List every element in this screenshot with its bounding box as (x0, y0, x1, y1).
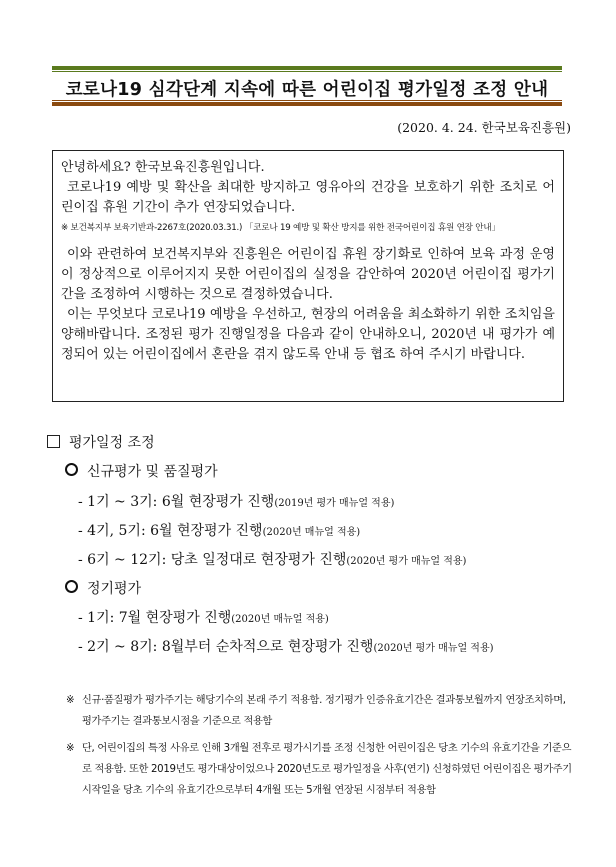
item-note: (2020년 매뉴얼 적용) (231, 614, 329, 625)
list-item (78, 549, 466, 569)
reference-mark-icon: ※ (66, 743, 75, 754)
notice-paragraph-request: 이는 무엇보다 코로나19 예방을 우선하고, 현장의 어려움을 최소화하기 위한 조치임을 양해바랍니다. 조정된 평가 진행일정을 다음과 같이 안내하오니, 2020년 내 평가가 예정되어 있는 어린이집에서 혼란을 겪지 않도록 안내 등 협조 하여 주시기 바랍니다. (61, 307, 555, 362)
square-bullet-icon (47, 435, 60, 448)
bottom-rule-thin (52, 100, 562, 101)
title-banner (52, 66, 562, 106)
bottom-rule (52, 102, 562, 106)
schedule-heading-label: 평가일정 조정 (69, 435, 155, 451)
item-note: (2020년 평가 매뉴얼 적용) (346, 556, 467, 567)
top-rule-thin (52, 71, 562, 72)
item-note: (2020년 매뉴얼 적용) (262, 527, 361, 538)
group-new-quality (65, 461, 218, 481)
footnote-item (66, 690, 574, 732)
group-regular-title: 정기평가 (87, 581, 142, 597)
list-item (78, 520, 360, 540)
schedule-heading (47, 432, 155, 452)
item-main: - 1기 ~ 3기: 6월 현장평가 진행 (78, 494, 275, 510)
list-item (78, 607, 329, 627)
reference-mark-icon: ※ (66, 695, 75, 706)
greeting: 안녕하세요? 한국보육진흥원입니다. (61, 160, 265, 175)
top-rule (52, 66, 562, 70)
footnote-text: 단, 어린이집의 특정 사유로 인해 3개월 전후로 평가시기를 조정 신청한 어린이집은 당초 기수의 유효기간을 기준으로 적용함. 또한 2019년도 평가대상이었으나 2020년도로 평가일정을 사후(연기) 신청하였던 어린이집은 평가주기 시작일을 당초 기수의 유효기간으로부터 4개월 또는 5개월 연장된 시점부터 적용함 (82, 743, 572, 796)
item-main: - 2기 ~ 8기: 8월부터 순차적으로 현장평가 진행 (78, 639, 374, 655)
item-note: (2020년 평가 매뉴얼 적용) (373, 643, 494, 654)
footnote-item (66, 738, 574, 801)
issue-date: (2020. 4. 24. 한국보육진흥원) (397, 120, 571, 135)
footnote-text: 신규·품질평가 평가주기는 해당기수의 본래 주기 적용함. 정기평가 인증유효기간은 결과통보월까지 연장조치하며, 평가주기는 결과통보시점을 기준으로 적용함 (82, 695, 566, 727)
circle-bullet-icon (65, 580, 78, 593)
reference-note: ※ 보건복지부 보육기반과-2267호(2020.03.31.) 「코로나 19 예방 및 확산 방지를 위한 전국어린이집 휴원 연장 안내」 (61, 223, 500, 233)
item-note: (2019년 평가 매뉴얼 적용) (274, 498, 395, 509)
notice-paragraph-decision: 이와 관련하여 보건복지부와 진흥원은 어린이집 휴원 장기화로 인하여 보육 과정 운영이 정상적으로 이루어지지 못한 어린이집의 실정을 감안하여 2020년 어린이집 평가기간을 조정하여 시행하는 것으로 결정하였습니다. (61, 247, 555, 302)
list-item (78, 636, 494, 656)
footnotes (66, 690, 574, 807)
item-main: - 6기 ~ 12기: 당초 일정대로 현장평가 진행 (78, 552, 347, 568)
list-item (78, 491, 394, 511)
notice-box (52, 150, 564, 402)
page-title: 코로나19 심각단계 지속에 따른 어린이집 평가일정 조정 안내 (65, 80, 549, 100)
notice-paragraph-extension: 코로나19 예방 및 확산을 최대한 방지하고 영유아의 건강을 보호하기 위한 조치로 어린이집 휴원 기간이 추가 연장되었습니다. (61, 180, 555, 215)
group-regular (65, 578, 141, 598)
circle-bullet-icon (65, 463, 78, 476)
item-main: - 1기: 7월 현장평가 진행 (78, 610, 232, 626)
item-main: - 4기, 5기: 6월 현장평가 진행 (78, 523, 263, 539)
group-new-quality-title: 신규평가 및 품질평가 (87, 464, 218, 480)
